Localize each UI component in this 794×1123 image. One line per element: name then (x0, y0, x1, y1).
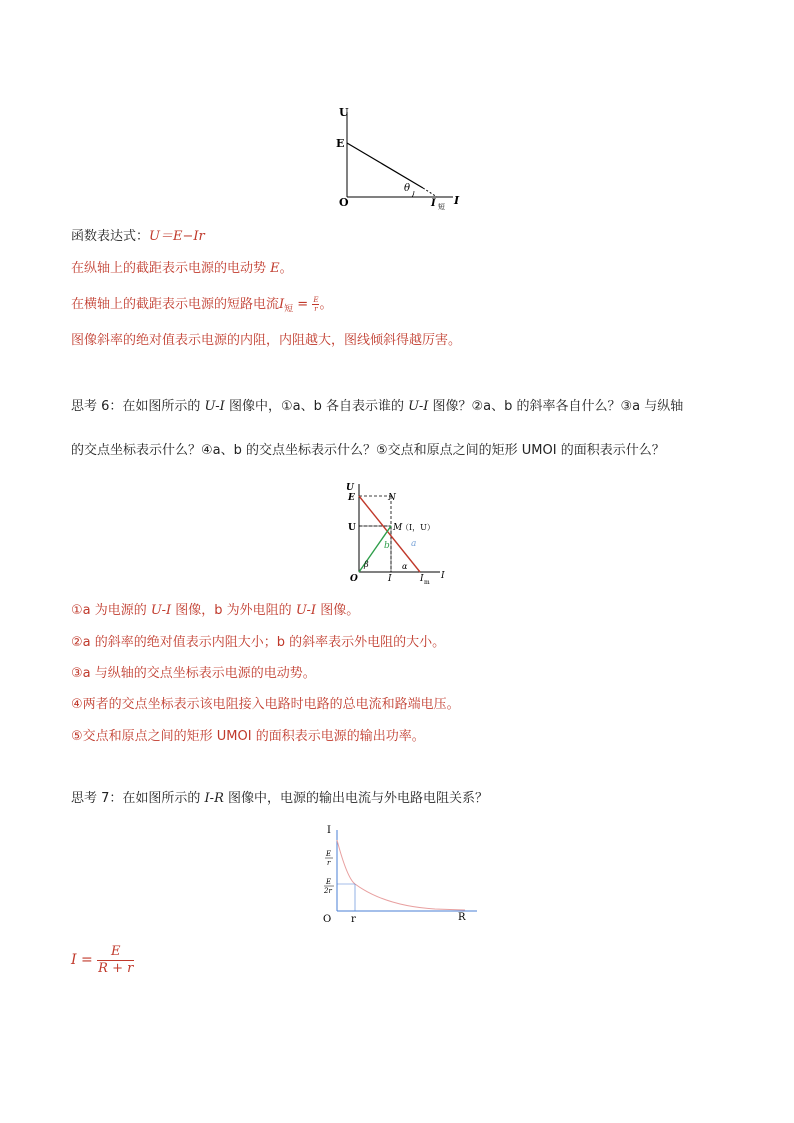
u-axis-label: U (346, 483, 354, 493)
i-axis-label: I (441, 571, 445, 581)
im-label: I (420, 574, 424, 584)
alpha-label: α (402, 562, 408, 571)
paragraph-intercept-u: 在纵轴上的截距表示电源的电动势 E。 (71, 261, 293, 276)
figure-ui-graph (330, 100, 470, 212)
answer-1: ①a 为电源的 U-I 图像，b 为外电阻的 U-I 图像。 (71, 603, 360, 618)
question-7: 思考 7：在如图所示的 I-R 图像中，电源的输出电流与外电路电阻关系？ (71, 791, 489, 806)
r-label-1: r (327, 859, 331, 867)
ui-graph-svg (330, 100, 470, 212)
i-value-label: I (388, 574, 392, 584)
theta-arc (412, 191, 414, 197)
theta-label: θ (404, 183, 411, 194)
figure-ab-graph (340, 478, 450, 586)
u-axis-label: U (339, 106, 349, 119)
answer-5: ⑤交点和原点之间的矩形 UMOI 的面积表示电源的输出功率。 (71, 729, 425, 744)
figure-ir-graph (315, 818, 485, 928)
e-label: E (348, 493, 355, 503)
ab-graph-svg (340, 478, 450, 586)
n-label: N (388, 493, 396, 503)
paragraph-intercept-i: 在横轴上的截距表示电源的短路电流$I_短$ = $\frac{E}{r}$ 。 (71, 296, 333, 315)
e-label-1: E (326, 850, 332, 858)
question-6-line-1: 思考 6：在如图所示的 U-I 图像中，①a、b 各自表示谁的 U-I 图像？②a、b 的斜率各自什么？③a 与纵轴 (71, 399, 684, 414)
i-axis-label: I (327, 825, 331, 836)
r-label-2: 2r (324, 887, 332, 895)
e-label-2: E (326, 878, 332, 886)
answer-2: ②a 的斜率的绝对值表示内阻大小；b 的斜率表示外电阻的大小。 (71, 635, 446, 650)
formula-fraction: $\frac{E}{R + r}$ (98, 944, 134, 976)
r-small-label: r (351, 914, 356, 925)
i-axis-label: I (454, 194, 460, 207)
ui-line-dashed (423, 188, 437, 197)
m-label: M (393, 523, 403, 533)
function-expression: 函数表达式：U＝E−Ir (71, 229, 205, 244)
current-formula: I = $\frac{E}{R + r}$ (71, 944, 134, 976)
a-label: a (411, 539, 417, 549)
u-value-label: U (348, 523, 356, 533)
ir-graph-svg (315, 818, 485, 928)
im-sub-label: m (424, 579, 430, 586)
origin-label: O (339, 196, 349, 209)
e-label: E (336, 137, 345, 150)
isc-label: I (431, 198, 436, 209)
origin-label: O (323, 914, 332, 925)
formula: U＝E−Ir (149, 229, 205, 244)
question-6-line-2: 的交点坐标表示什么？④a、b 的交点坐标表示什么？⑤交点和原点之间的矩形 UMOI 的面积表示什么？ (71, 443, 665, 458)
b-label: b (384, 541, 390, 551)
isc-sub-label: 短 (438, 203, 445, 211)
beta-label: β (364, 560, 369, 569)
m-coord-label: （I，U） (401, 523, 435, 532)
origin-label: O (350, 574, 358, 584)
answer-3: ③a 与纵轴的交点坐标表示电源的电动势。 (71, 666, 316, 681)
ui-line (347, 143, 423, 188)
isc-fraction: $\frac{E}{r}$ (313, 296, 319, 313)
paragraph-slope: 图像斜率的绝对值表示电源的内阻，内阻越大，图线倾斜得越厉害。 (71, 333, 462, 348)
answer-4: ④两者的交点坐标表示该电阻接入电路时电路的总电流和路端电压。 (71, 697, 460, 712)
r-axis-label: R (458, 912, 466, 923)
ir-curve (337, 840, 465, 910)
